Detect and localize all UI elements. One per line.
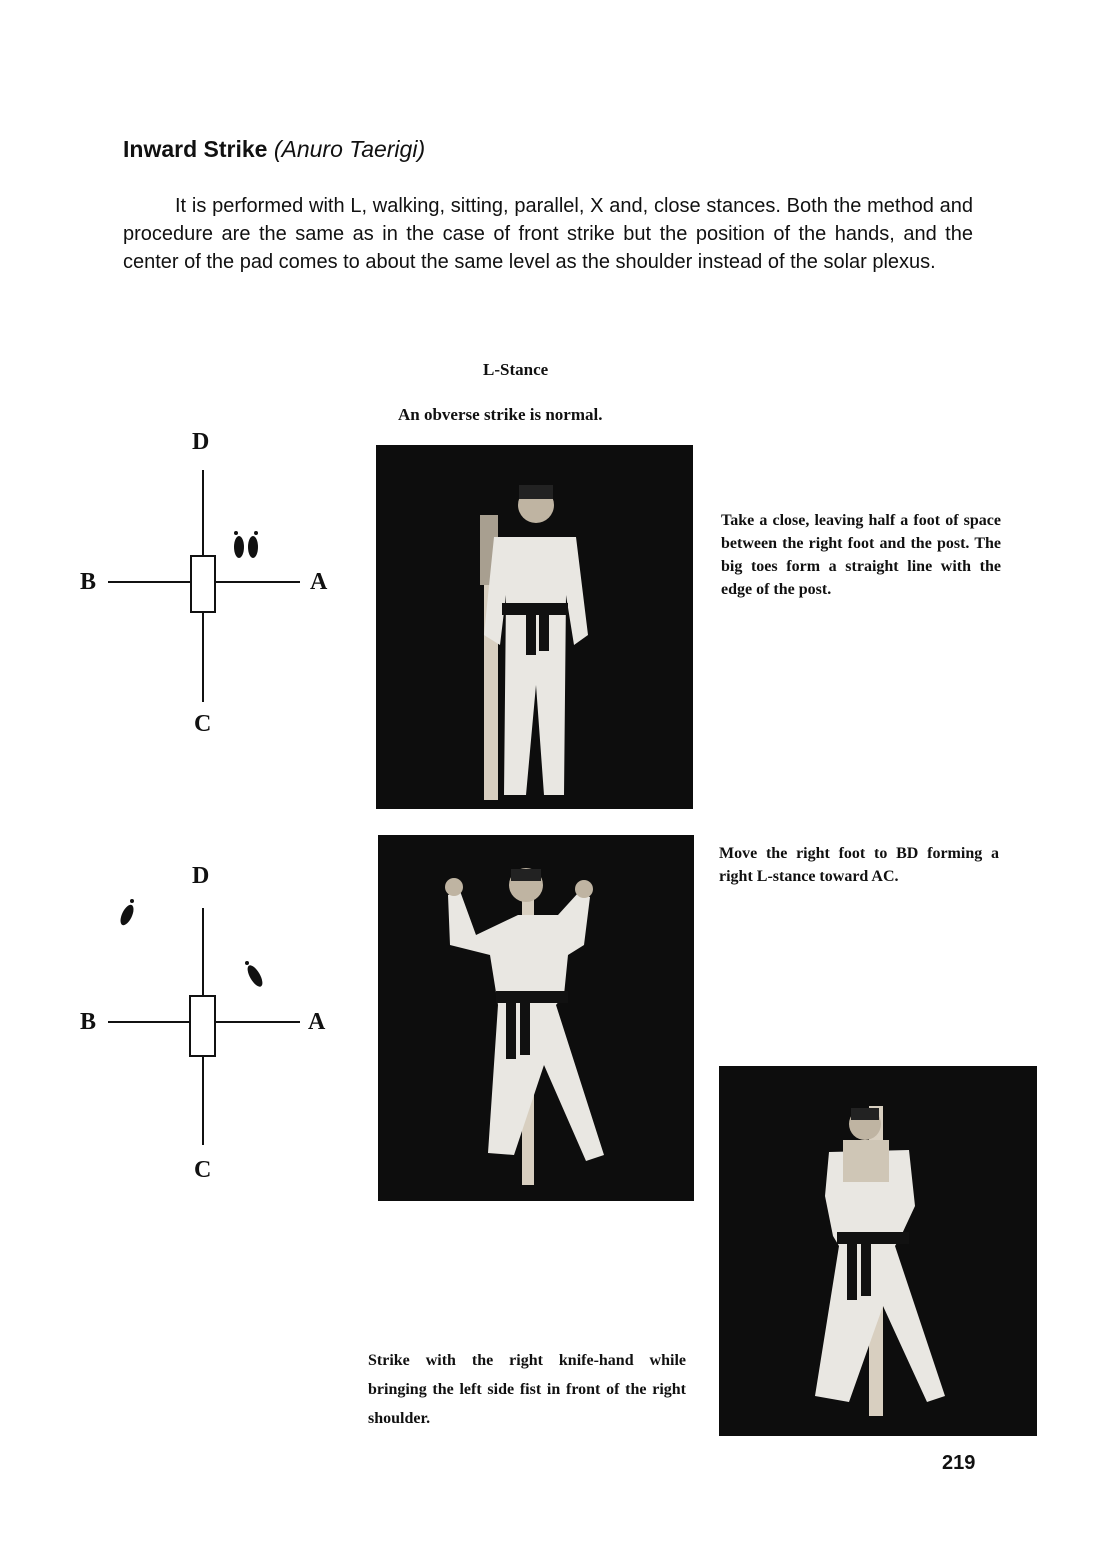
direction-label-a: A: [310, 569, 328, 595]
direction-label-b: B: [80, 1009, 97, 1035]
direction-label-c: C: [194, 711, 212, 737]
direction-label-d: D: [192, 863, 210, 889]
page-number: 219: [942, 1452, 976, 1474]
direction-label-a: A: [308, 1009, 326, 1035]
caption-knife-hand-strike: Strike with the right knife-hand while bringing the left side fist in front of the right shoulder.: [368, 1352, 686, 1427]
heading-subtitle: (Anuro Taerigi): [273, 136, 426, 162]
direction-label-b: B: [80, 569, 97, 595]
feet-icon: [234, 531, 258, 558]
diagram-lines: [70, 420, 350, 750]
photo-knife-hand-strike: [719, 1066, 1037, 1436]
left-foot-icon: [118, 899, 136, 927]
stance-note: An obverse strike is normal.: [398, 405, 603, 424]
stance-diagram-l-stance: [70, 860, 350, 1200]
heading-title: Inward Strike: [123, 136, 268, 162]
section-heading: [123, 136, 425, 163]
direction-label-c: C: [194, 1157, 212, 1183]
caption-l-stance: Move the right foot to BD forming a right L-stance toward AC.: [719, 845, 999, 885]
photo-l-stance-guard: [378, 835, 694, 1201]
right-foot-icon: [245, 961, 266, 989]
post-marker: [190, 996, 215, 1056]
stance-title: L-Stance: [483, 360, 549, 379]
photo-ready-stance: [376, 445, 693, 809]
stance-diagram-ready: [70, 420, 350, 750]
intro-paragraph: It is performed with L, walking, sitting, parallel, X and, close stances. Both the method and procedure are the same as in the case of front strike but the position of the hands, and the center of the pad comes to about the same level as the shoulder instead of the solar plexus.: [123, 195, 973, 273]
caption-ready-stance: Take a close, leaving half a foot of space between the right foot and the post. The big toes form a straight line with the edge of the post.: [721, 512, 1001, 598]
post-marker: [191, 556, 215, 612]
direction-label-d: D: [192, 429, 210, 455]
